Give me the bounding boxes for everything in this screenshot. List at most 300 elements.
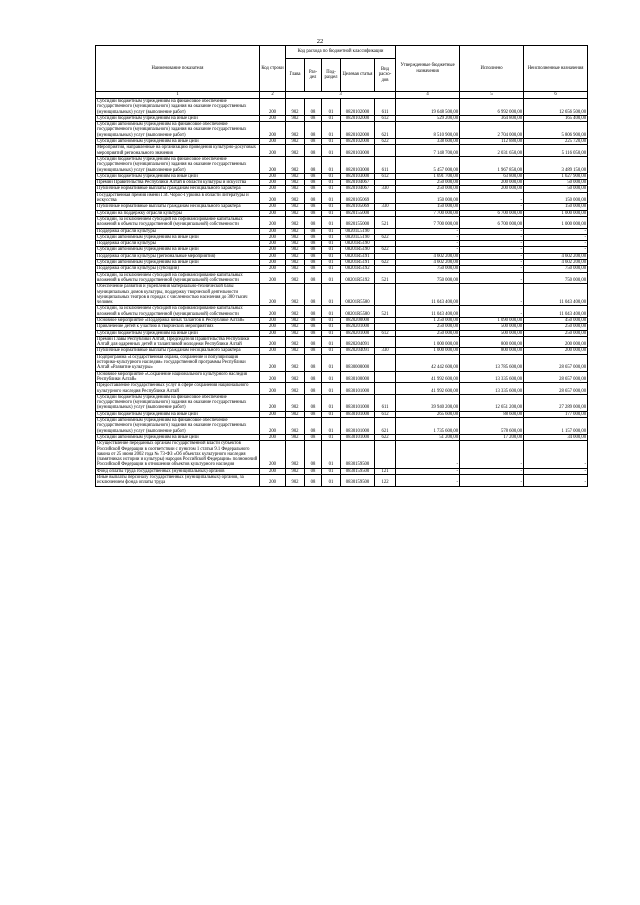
row-chapter: 902 (286, 216, 305, 228)
row-line-code: 200 (260, 330, 286, 336)
table-row (96, 272, 588, 284)
row-unexecuted: - (524, 475, 588, 487)
row-expense-type: 622 (375, 434, 396, 440)
row-name: Премии Правительства Республики Алтай в области культуры и искусства (96, 180, 260, 186)
row-expense-type (375, 371, 396, 383)
row-chapter: 902 (286, 383, 305, 395)
row-chapter: 902 (286, 394, 305, 411)
row-chapter: 902 (286, 228, 305, 234)
row-name: Осуществление переданных органам государственной власти субъектов Российской Федерации в соответствии с пунктом 1 статьи 9.1 Федерального закона от 25 июня 2002 года № 73-ФЗ «Об объектах культурного наследия (памятниках истории и культуры) народов Российской Федерации» полномочий Российской Федерации в отношении объектов культурного наследия (96, 441, 260, 468)
row-section: 08 (305, 317, 322, 323)
row-executed: - (460, 441, 524, 468)
row-chapter: 902 (286, 115, 305, 121)
row-executed: - (460, 241, 524, 247)
row-section: 08 (305, 122, 322, 139)
row-executed: 13 335 600,00 (460, 383, 524, 395)
row-line-code: 200 (260, 204, 286, 210)
row-unexecuted: 177 000,00 (524, 411, 588, 417)
row-executed: - (460, 247, 524, 253)
row-expense-type: 521 (375, 272, 396, 284)
row-name: Субсидии, за исключением субсидий на софинансирование капитальных вложений в объекты государственной (муниципальной) собственности (96, 306, 260, 318)
row-target-item: 08201R5580 (341, 306, 375, 318)
row-executed: 200 000,00 (460, 180, 524, 186)
row-unexecuted: 3 489 150,00 (524, 156, 588, 173)
row-section: 08 (305, 99, 322, 116)
row-line-code: 200 (260, 115, 286, 121)
row-executed: - (460, 284, 524, 306)
header-number-5: 5 (460, 92, 524, 99)
row-section: 08 (305, 306, 322, 318)
row-executed: 2 031 650,00 (460, 145, 524, 157)
row-target-item: 08201R5190 (341, 241, 375, 247)
row-line-code: 200 (260, 266, 286, 272)
row-target-item: 0820104067 (341, 186, 375, 192)
row-approved: 1 250 000,00 (396, 317, 460, 323)
row-name: Государственная премия имени Г.И. Чорос-Гуркина в области литературы и искусства (96, 192, 260, 204)
row-unexecuted: 11 043 400,00 (524, 306, 588, 318)
row-approved: - (396, 241, 460, 247)
row-chapter: 902 (286, 306, 305, 318)
header-number-4: 4 (396, 92, 460, 99)
row-section: 08 (305, 234, 322, 240)
row-line-code: 200 (260, 210, 286, 216)
row-target-item: 0820103000 (341, 173, 375, 179)
row-target-item: 0820105069 (341, 192, 375, 204)
row-section: 08 (305, 180, 322, 186)
row-line-code: 200 (260, 180, 286, 186)
row-name: Подпрограмма «Государственная охрана, сохранение и популяризация историко-культурного наследия» государственной программы Республики Алтай «Развитие культуры» (96, 354, 260, 371)
row-approved: 11 043 400,00 (396, 306, 460, 318)
row-target-item: 0820201000 (341, 330, 375, 336)
row-unexecuted: 27 289 000,00 (524, 394, 588, 411)
row-line-code: 200 (260, 394, 286, 411)
row-name: Субсидии бюджетным учреждениям на финансовое обеспечение государственного (муниципального) задания на оказание государственных (муниципальных) услуг (выполнение работ) (96, 99, 260, 116)
row-section: 08 (305, 371, 322, 383)
row-chapter: 902 (286, 336, 305, 348)
row-chapter: 902 (286, 418, 305, 435)
row-chapter: 902 (286, 441, 305, 468)
row-executed: 2 704 000,00 (460, 122, 524, 139)
row-line-code: 200 (260, 336, 286, 348)
row-executed: 13 335 600,00 (460, 371, 524, 383)
row-executed: 88 600,00 (460, 411, 524, 417)
row-expense-type: 122 (375, 475, 396, 487)
row-section: 08 (305, 260, 322, 266)
row-executed: 578 600,00 (460, 418, 524, 435)
table-row (96, 475, 588, 487)
row-line-code: 200 (260, 371, 286, 383)
row-chapter: 902 (286, 272, 305, 284)
row-chapter: 902 (286, 139, 305, 145)
row-executed: 1 967 850,00 (460, 156, 524, 173)
row-unexecuted: 450 000,00 (524, 317, 588, 323)
row-chapter: 902 (286, 241, 305, 247)
table-row (96, 383, 588, 395)
row-expense-type: 622 (375, 260, 396, 266)
row-approved: - (396, 228, 460, 234)
row-target-item: 0830101000 (341, 383, 375, 395)
table-row (96, 284, 588, 306)
row-chapter: 902 (286, 434, 305, 440)
row-chapter: 902 (286, 173, 305, 179)
row-line-code: 200 (260, 418, 286, 435)
row-expense-type (375, 192, 396, 204)
row-expense-type (375, 336, 396, 348)
row-unexecuted: 4 602 200,00 (524, 253, 588, 259)
row-approved: 41 992 600,00 (396, 383, 460, 395)
row-target-item: 0830101000 (341, 411, 375, 417)
row-subsection: 01 (322, 354, 341, 371)
row-unexecuted: 1 157 000,00 (524, 418, 588, 435)
row-unexecuted: - (524, 468, 588, 474)
row-unexecuted: - (524, 228, 588, 234)
row-section: 08 (305, 210, 322, 216)
table-row (96, 99, 588, 116)
row-expense-type: 330 (375, 186, 396, 192)
row-unexecuted: 4 602 200,00 (524, 260, 588, 266)
row-unexecuted: 12 656 500,00 (524, 99, 588, 116)
row-line-code: 200 (260, 260, 286, 266)
row-approved: 150 000,00 (396, 192, 460, 204)
row-chapter: 902 (286, 99, 305, 116)
row-target-item: 0820155000 (341, 216, 375, 228)
row-unexecuted: 225 720,00 (524, 139, 588, 145)
row-approved: - (396, 247, 460, 253)
row-section: 08 (305, 475, 322, 487)
table-body (96, 99, 588, 487)
row-name: Субсидии бюджетным учреждениям на финансовое обеспечение государственного (муниципального) задания на оказание государственных (муниципальных) услуг (выполнение работ) (96, 156, 260, 173)
row-target-item: 0830101000 (341, 418, 375, 435)
row-target-item: 0820103000 (341, 156, 375, 173)
row-chapter: 902 (286, 210, 305, 216)
row-target-item: 0820103000 (341, 145, 375, 157)
row-subsection: 01 (322, 394, 341, 411)
row-subsection: 01 (322, 145, 341, 157)
row-line-code: 200 (260, 317, 286, 323)
row-approved: 250 000,00 (396, 324, 460, 330)
row-target-item: 0820102000 (341, 99, 375, 116)
row-subsection: 01 (322, 204, 341, 210)
row-target-item: 0830000000 (341, 354, 375, 371)
row-name: Субсидии бюджетным учреждениям на иные цели (96, 411, 260, 417)
row-name: Субсидии, за исключением субсидий на софинансирование капитальных вложений в объекты государственной (муниципальной) собственности (96, 216, 260, 228)
row-name: Основное мероприятие «Поддержка юных талантов в Республике Алтай» (96, 317, 260, 323)
row-target-item: 0820105069 (341, 204, 375, 210)
row-unexecuted: 50 000,00 (524, 186, 588, 192)
row-line-code: 200 (260, 354, 286, 371)
row-expense-type (375, 145, 396, 157)
row-subsection: 01 (322, 122, 341, 139)
row-subsection: 01 (322, 180, 341, 186)
row-section: 08 (305, 192, 322, 204)
row-section: 08 (305, 468, 322, 474)
row-expense-type: 611 (375, 156, 396, 173)
row-line-code: 200 (260, 234, 286, 240)
row-expense-type (375, 441, 396, 468)
row-expense-type: 612 (375, 173, 396, 179)
row-subsection: 01 (322, 348, 341, 354)
row-approved: 4 602 200,00 (396, 260, 460, 266)
row-section: 08 (305, 115, 322, 121)
row-approved: - (396, 475, 460, 487)
row-unexecuted: 5 116 050,00 (524, 145, 588, 157)
row-line-code: 200 (260, 383, 286, 395)
row-approved: 7 700 000,00 (396, 210, 460, 216)
row-subsection: 01 (322, 228, 341, 234)
row-line-code: 200 (260, 173, 286, 179)
row-line-code: 200 (260, 272, 286, 284)
row-expense-type (375, 284, 396, 306)
row-expense-type (375, 383, 396, 395)
row-expense-type: 330 (375, 348, 396, 354)
table-row (96, 394, 588, 411)
row-line-code: 200 (260, 192, 286, 204)
row-approved: - (396, 234, 460, 240)
row-section: 08 (305, 441, 322, 468)
row-name: Субсидии автономным учреждениям на иные цели (96, 234, 260, 240)
row-executed: - (460, 253, 524, 259)
row-subsection: 01 (322, 411, 341, 417)
header-expense-type: Вид расхо-дов (375, 59, 396, 92)
row-section: 08 (305, 145, 322, 157)
row-subsection: 01 (322, 418, 341, 435)
row-executed: 800 000,00 (460, 348, 524, 354)
row-unexecuted: 250 000,00 (524, 330, 588, 336)
row-section: 08 (305, 186, 322, 192)
page-number: 22 (316, 38, 324, 45)
row-subsection: 01 (322, 266, 341, 272)
row-expense-type: 612 (375, 411, 396, 417)
row-unexecuted: 150 000,00 (524, 204, 588, 210)
row-expense-type: 330 (375, 204, 396, 210)
row-subsection: 01 (322, 330, 341, 336)
row-subsection: 01 (322, 468, 341, 474)
row-name: Субсидии автономным учреждениям на финансовое обеспечение государственного (муниципального) задания на оказание государственных (муниципальных) услуг (выполнение работ) (96, 122, 260, 139)
row-unexecuted: 34 000,00 (524, 434, 588, 440)
row-unexecuted: 750 000,00 (524, 266, 588, 272)
row-name: Поддержка отрасли культуры (субсидии) (96, 266, 260, 272)
row-approved: 150 000,00 (396, 204, 460, 210)
row-unexecuted: 28 657 000,00 (524, 371, 588, 383)
row-subsection: 01 (322, 192, 341, 204)
row-approved: 529 200,00 (396, 115, 460, 121)
row-approved: 41 992 600,00 (396, 371, 460, 383)
row-name: Субсидии автономным учреждениям на иные цели (96, 139, 260, 145)
row-approved: 250 000,00 (396, 180, 460, 186)
row-executed: 800 000,00 (460, 336, 524, 348)
row-chapter: 902 (286, 317, 305, 323)
row-line-code: 200 (260, 228, 286, 234)
row-executed: - (460, 306, 524, 318)
row-approved: 338 600,00 (396, 139, 460, 145)
row-name: Субсидии бюджетным учреждениям на иные цели (96, 330, 260, 336)
row-line-code: 200 (260, 324, 286, 330)
row-section: 08 (305, 173, 322, 179)
table-row (96, 156, 588, 173)
row-name: Иные выплаты персоналу государственных (муниципальных) органов, за исключением фонда оплаты труда (96, 475, 260, 487)
row-chapter: 902 (286, 324, 305, 330)
row-line-code: 200 (260, 441, 286, 468)
row-executed: - (460, 475, 524, 487)
row-name: Публичные нормативные выплаты гражданам несоциального характера (96, 186, 260, 192)
table-row (96, 354, 588, 371)
row-executed: 6 700 000,00 (460, 210, 524, 216)
row-name: Поддержка отрасли культуры (96, 241, 260, 247)
row-name: Субсидии, за исключением субсидий на софинансирование капитальных вложений в объекты государственной (муниципальной) собственности (96, 272, 260, 284)
row-executed: 12 651 200,00 (460, 394, 524, 411)
row-subsection: 01 (322, 336, 341, 348)
row-unexecuted: 200 000,00 (524, 336, 588, 348)
row-unexecuted: - (524, 234, 588, 240)
row-executed: - (460, 260, 524, 266)
table-row (96, 306, 588, 318)
row-unexecuted: 28 657 000,00 (524, 354, 588, 371)
row-chapter: 902 (286, 411, 305, 417)
row-target-item: 0830159500 (341, 475, 375, 487)
row-chapter: 902 (286, 192, 305, 204)
row-name: Субсидии на поддержку отрасли культуры (96, 210, 260, 216)
row-chapter: 902 (286, 156, 305, 173)
row-unexecuted: 5 806 900,00 (524, 122, 588, 139)
row-line-code: 200 (260, 468, 286, 474)
row-chapter: 902 (286, 186, 305, 192)
row-section: 08 (305, 266, 322, 272)
row-executed: 200 000,00 (460, 186, 524, 192)
row-line-code: 200 (260, 253, 286, 259)
row-line-code: 200 (260, 216, 286, 228)
row-name: Поддержка отрасли культуры (региональные мероприятия) (96, 253, 260, 259)
row-approved: - (396, 468, 460, 474)
row-section: 08 (305, 247, 322, 253)
row-approved: 8 510 900,00 (396, 122, 460, 139)
row-subsection: 01 (322, 306, 341, 318)
row-approved: 750 000,00 (396, 272, 460, 284)
row-line-code: 200 (260, 122, 286, 139)
row-expense-type: 621 (375, 122, 396, 139)
row-unexecuted: 1 627 900,00 (524, 173, 588, 179)
row-unexecuted: 50 000,00 (524, 180, 588, 186)
row-chapter: 902 (286, 260, 305, 266)
row-subsection: 01 (322, 475, 341, 487)
row-executed: 500 000,00 (460, 330, 524, 336)
row-approved: 1 735 600,00 (396, 418, 460, 435)
row-approved: 4 602 200,00 (396, 253, 460, 259)
row-section: 08 (305, 204, 322, 210)
row-line-code: 200 (260, 241, 286, 247)
row-chapter: 902 (286, 266, 305, 272)
row-approved: 19 648 500,00 (396, 99, 460, 116)
row-name: Субсидии автономным учреждениям на иные цели (96, 247, 260, 253)
header-approved: Утвержденные бюджетные назначения (396, 46, 460, 92)
header-subsection: Под-раздел (322, 59, 341, 92)
row-unexecuted: 11 043 400,00 (524, 284, 588, 306)
row-approved: 39 940 200,00 (396, 394, 460, 411)
row-target-item: 0830100000 (341, 371, 375, 383)
row-approved: 250 000,00 (396, 186, 460, 192)
row-name: Привлечение детей к участию в творческих мероприятиях (96, 324, 260, 330)
row-chapter: 902 (286, 468, 305, 474)
row-executed: 17 200,00 (460, 434, 524, 440)
row-executed: - (460, 228, 524, 234)
table-row (96, 145, 588, 157)
row-section: 08 (305, 216, 322, 228)
row-unexecuted: 750 000,00 (524, 272, 588, 284)
row-section: 08 (305, 411, 322, 417)
row-section: 08 (305, 354, 322, 371)
row-expense-type: 622 (375, 234, 396, 240)
row-expense-type: 611 (375, 99, 396, 116)
row-section: 08 (305, 272, 322, 284)
table-row (96, 192, 588, 204)
row-name: Публичные нормативные выплаты гражданам несоциального характера (96, 204, 260, 210)
row-subsection: 01 (322, 216, 341, 228)
row-name: Публичные нормативные выплаты гражданам несоциального характера (96, 348, 260, 354)
row-approved: 5 457 000,00 (396, 156, 460, 173)
row-target-item: 08201R5192 (341, 272, 375, 284)
header-name: Наименование показателя (96, 46, 260, 92)
row-line-code: 200 (260, 475, 286, 487)
row-expense-type: 521 (375, 306, 396, 318)
header-number-6: 6 (524, 92, 588, 99)
row-section: 08 (305, 139, 322, 145)
row-line-code: 200 (260, 186, 286, 192)
row-expense-type: 612 (375, 330, 396, 336)
row-subsection: 01 (322, 441, 341, 468)
row-name: Субсидии автономным учреждениям на иные цели (96, 434, 260, 440)
row-chapter: 902 (286, 253, 305, 259)
row-approved: 7 148 700,00 (396, 145, 460, 157)
row-target-item: 0820201000 (341, 324, 375, 330)
row-expense-type: 121 (375, 468, 396, 474)
row-executed: 6 992 000,00 (460, 99, 524, 116)
row-line-code: 200 (260, 411, 286, 417)
row-approved: 265 600,00 (396, 411, 460, 417)
row-chapter: 902 (286, 204, 305, 210)
row-section: 08 (305, 324, 322, 330)
row-unexecuted: 165 400,00 (524, 115, 588, 121)
table-row (96, 122, 588, 139)
row-chapter: 902 (286, 122, 305, 139)
row-section: 08 (305, 418, 322, 435)
row-target-item: 0830101000 (341, 434, 375, 440)
row-chapter: 902 (286, 348, 305, 354)
row-unexecuted: 200 000,00 (524, 348, 588, 354)
row-name: Обеспечение развития и укрепления материально-технической базы муниципальных домов культуры, поддержку творческой деятельности муниципальных театров в городах с численностью населения до 300 тысяч человек (96, 284, 260, 306)
row-name: Мероприятия, направленные на организацию проведения культурно-досуговых мероприятий регионального значения (96, 145, 260, 157)
row-executed: 500 000,00 (460, 324, 524, 330)
row-expense-type: 521 (375, 216, 396, 228)
row-unexecuted: 28 657 000,00 (524, 383, 588, 395)
row-approved: 1 691 700,00 (396, 173, 460, 179)
row-line-code: 200 (260, 306, 286, 318)
row-name: Поддержка отрасли культуры (96, 228, 260, 234)
header-chapter: Глава (286, 59, 305, 92)
row-approved: 1 000 000,00 (396, 348, 460, 354)
row-section: 08 (305, 330, 322, 336)
row-target-item: 08201L5190 (341, 228, 375, 234)
row-expense-type: 621 (375, 418, 396, 435)
header-executed: Исполнено (460, 46, 524, 92)
row-unexecuted: 150 000,00 (524, 192, 588, 204)
row-line-code: 200 (260, 156, 286, 173)
row-name: Субсидии автономным учреждениям на финансовое обеспечение государственного (муниципального) задания на оказание государственных (муниципальных) услуг (выполнение работ) (96, 418, 260, 435)
header-budget-code-group: Код расхода по бюджетной классификации (286, 46, 396, 59)
row-subsection: 01 (322, 284, 341, 306)
row-name: Субсидии бюджетным учреждениям на иные цели (96, 115, 260, 121)
row-section: 08 (305, 348, 322, 354)
header-number-1: 1 (96, 92, 260, 99)
header-target-item: Целевая статья (341, 59, 375, 92)
